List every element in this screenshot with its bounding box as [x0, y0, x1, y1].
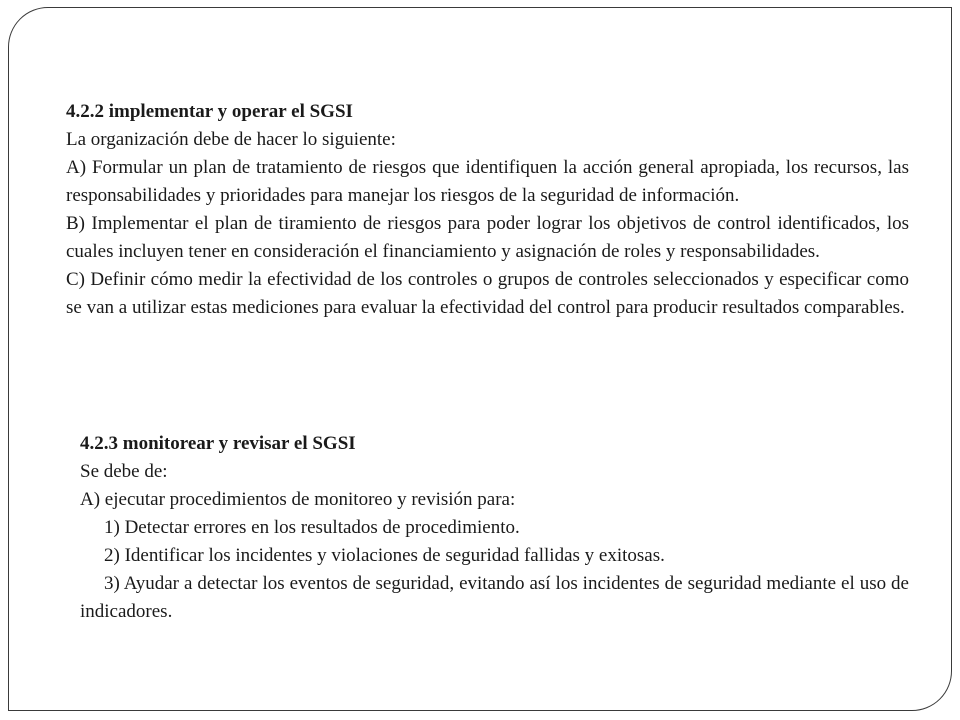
sub-item-1: 1) Detectar errores en los resultados de procedimiento.: [104, 517, 520, 538]
section-implementar-operar: [66, 98, 909, 322]
section-intro: Se debe de:: [80, 461, 168, 482]
section-monitorear-revisar: [80, 430, 909, 626]
sub-item-3: 3) Ayudar a detectar los eventos de seguridad, evitando así los incidentes de seguridad mediante el uso de indicadores.: [80, 573, 909, 622]
list-item-a: A) ejecutar procedimientos de monitoreo y revisión para:: [80, 489, 516, 510]
list-item-b: B) Implementar el plan de tiramiento de riesgos para poder lograr los objetivos de control identificados, los cuales incluyen tener en consideración el financiamiento y asignación de roles y responsabilidades.: [66, 213, 909, 262]
section-intro: La organización debe de hacer lo siguiente:: [66, 129, 396, 150]
section-heading: 4.2.3 monitorear y revisar el SGSI: [80, 433, 356, 454]
section-heading: 4.2.2 implementar y operar el SGSI: [66, 101, 353, 122]
list-item-c: C) Definir cómo medir la efectividad de los controles o grupos de controles seleccionados y especificar como se van a utilizar estas mediciones para evaluar la efectividad del control para producir resultados comparables.: [66, 269, 909, 318]
sub-item-2: 2) Identificar los incidentes y violaciones de seguridad fallidas y exitosas.: [104, 545, 665, 566]
list-item-a: A) Formular un plan de tratamiento de riesgos que identifiquen la acción general apropiada, los recursos, las responsabilidades y prioridades para manejar los riesgos de la seguridad de información.: [66, 157, 909, 206]
